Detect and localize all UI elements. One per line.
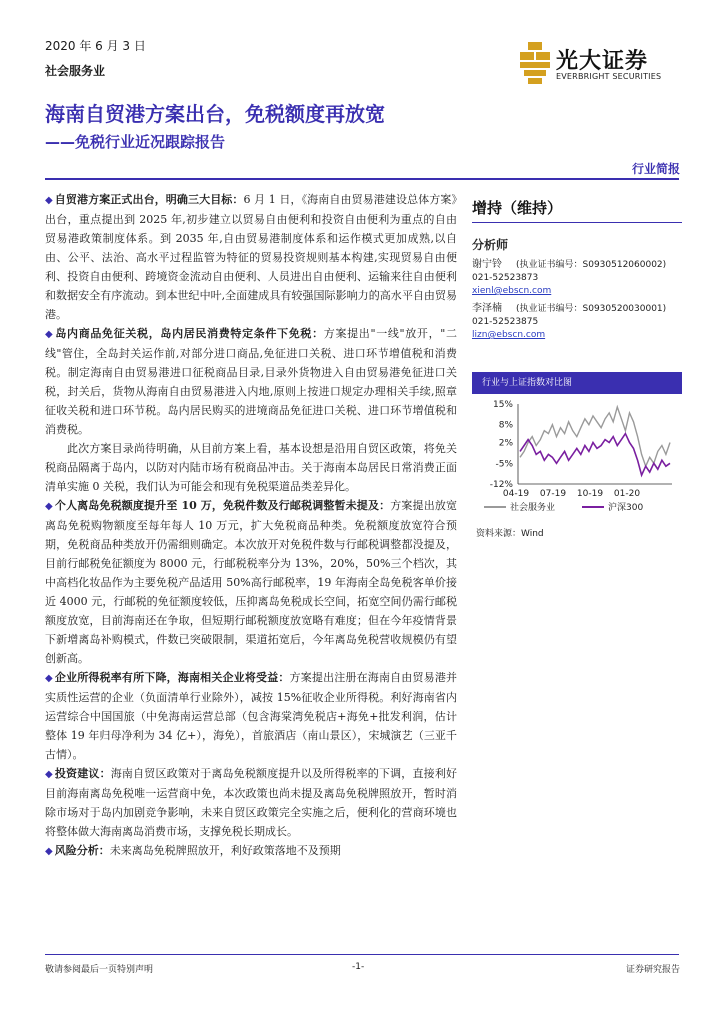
- legend-label: 社会服务业: [510, 503, 556, 513]
- analyst-card: [472, 302, 666, 342]
- paragraph-2: [45, 324, 457, 439]
- y-tick-label: -12%: [489, 480, 513, 490]
- analyst-phone: 021-52523875: [472, 317, 539, 327]
- paragraph-6: [45, 764, 457, 841]
- industry-name: 社会服务业: [45, 64, 106, 78]
- paragraph-7-lead: 风险分析：: [54, 844, 110, 857]
- analyst-heading: 分析师: [472, 238, 509, 252]
- diamond-bullet-icon: ◆: [45, 195, 53, 206]
- logo-en-text: EVERBRIGHT SECURITIES: [556, 72, 662, 81]
- header-divider: [45, 178, 679, 180]
- x-tick-label: 04-19: [502, 489, 530, 499]
- y-tick-label: 8%: [498, 420, 513, 431]
- chart-source: 资料来源：Wind: [476, 529, 544, 539]
- paragraph-7-text: 未来离岛免税牌照放开，利好政策落地不及预期: [109, 844, 341, 857]
- analyst-name: 谢宁铃: [472, 259, 502, 270]
- paragraph-1: [45, 190, 457, 324]
- x-tick-label: 10-19: [576, 489, 604, 499]
- x-tick-label: 01-20: [613, 489, 641, 499]
- analyst-name: 李泽楠: [472, 303, 502, 314]
- page-number: -1-: [352, 962, 365, 972]
- chart-title: 行业与上证指数对比图: [472, 372, 682, 394]
- paragraph-4-text: 方案提出放宽离岛免税购物额度至每年每人 10 万元，扩大免税商品种类。免税额度放宽符合预期，免税商品种类放开仍需细则确定。本次放开对免税件数与行邮税调整都没提及，目前行邮税免征额度为 8000 元，行邮税税率分为 13%，20%，50%三个档次，其中高档化妆品作为主要免税产品适用 50%高行邮税率，19 年海南全岛免税客单价接近 4000 元，行邮税的免征额度较低，压抑离岛免税成长空间，拓宽空间仍需行邮税额度放宽，目前海南还在争取，但短期行邮税额度放宽略有难度；但在今年疫情背景下新增离岛补购模式，件数已突破限制，渠道拓宽后，今年离岛免税营收规模仍有望创新高。: [45, 499, 457, 665]
- x-tick-label: 07-19: [539, 489, 567, 499]
- series-line-csi300: [520, 434, 670, 476]
- analyst-license: (执业证书编号：S0930520030001): [516, 304, 667, 314]
- analyst-email-link[interactable]: lizn@ebscn.com: [472, 330, 546, 340]
- paragraph-5: [45, 668, 457, 764]
- report-title: 海南自贸港方案出台，免税额度再放宽: [45, 102, 385, 126]
- paragraph-5-text: 方案提出注册在海南自由贸易港并实质性运营的企业（负面清单行业除外），减按 15%征收企业所得税。利好海南省内运营综合中国国旅（中免海南运营总部（包含海棠湾免税店+海免+批发利润，估计整体 19 年归母净利为 34 亿+），海免），首旅酒店（南山景区），宋城演艺（三亚千古情）。: [45, 671, 457, 761]
- diamond-bullet-icon: ◆: [45, 501, 53, 512]
- paragraph-4: [45, 496, 457, 668]
- y-tick-label: 15%: [492, 400, 513, 410]
- analyst-email-link[interactable]: xienl@ebscn.com: [472, 286, 552, 296]
- chart-plot: [472, 394, 682, 526]
- logo-cn-text: 光大证券: [556, 48, 649, 74]
- paragraph-6-lead: 投资建议：: [54, 767, 111, 780]
- footer-divider: [45, 954, 679, 955]
- rating: 增持（维持）: [472, 199, 563, 217]
- footer-report-label: 证券研究报告: [625, 965, 680, 975]
- paragraph-1-lead: 自贸港方案正式出台，明确三大目标：: [54, 193, 244, 206]
- paragraph-6-text: 海南自贸区政策对于离岛免税额度提升以及所得税率的下调，直接利好目前海南离岛免税唯一运营商中免，本次政策也尚未提及离岛免税牌照放开，暂时消除市场对于岛内加剧竞争影响，未来自贸区政策完全实施之后，便利化的营商环境也将整体做大海南离岛消费市场，支撑免税长期成长。: [45, 767, 457, 838]
- paragraph-3: 此次方案目录尚待明确，从目前方案上看，基本设想是沿用自贸区政策，将免关税商品隔离于岛内，以防对内陆市场有税商品冲击。关于海南本岛居民日常消费正面清单实施 0 关税，我们认为可能会和现有免税渠道品类差异化。: [45, 442, 457, 493]
- company-logo: [518, 40, 678, 90]
- main-text-column: [45, 190, 457, 861]
- diamond-bullet-icon: ◆: [45, 673, 53, 684]
- report-type: 行业简报: [631, 162, 680, 176]
- legend-label: 沪深300: [608, 503, 644, 513]
- paragraph-7: [45, 841, 457, 861]
- paragraph-2-lead: 岛内商品免征关税，岛内居民消费特定条件下免税：: [55, 327, 324, 340]
- analyst-phone: 021-52523873: [472, 273, 539, 283]
- diamond-bullet-icon: ◆: [45, 329, 54, 340]
- report-date: 2020 年 6 月 3 日: [45, 39, 146, 53]
- paragraph-4-lead: 个人离岛免税额度提升至 10 万，免税件数及行邮税调整暂未提及：: [54, 499, 391, 512]
- paragraph-1-text: 6 月 1 日，《海南自由贸易港建设总体方案》出台，重点提出到 2025 年,初步建立以贸易自由便利和投资自由便利为重点的自由贸易港政策制度体系。到 2035 年,自由贸易港制度体系和运作模式更加成熟,以自由、公平、法治、高水平过程监管为特征的贸易投资规则基本构建,实现贸易自由便利、投资自由便利、跨境资金流动自由便利、人员进出自由便利、运输来往自由便利和数据安全有序流动。到本世纪中叶,全面建成具有较强国际影响力的高水平自由贸易港。: [45, 193, 457, 321]
- analyst-card: [472, 258, 666, 298]
- sidebar-divider: [472, 222, 682, 223]
- report-subtitle: ——免税行业近况跟踪报告: [45, 133, 226, 151]
- y-tick-label: -5%: [495, 459, 513, 470]
- paragraph-2-text: 方案提出"一线"放开，"二线"管住，全岛封关运作前,对部分进口商品,免征进口关税、进口环节增值税和消费税。制定海南自由贸易港进口征税商品目录,目录外货物进入自由贸易港免征进口关税，封关后，货物从海南自由贸易港进入内地,原则上按进口规定办理相关手续,照章征收关税和进口环节税。岛内居民购买的进境商品免征进口关税、进口环节增值税和消费税。: [45, 327, 457, 436]
- comparison-chart: [472, 372, 682, 542]
- diamond-bullet-icon: ◆: [45, 769, 53, 780]
- diamond-bullet-icon: ◆: [45, 846, 53, 857]
- y-tick-label: 2%: [498, 438, 513, 449]
- footer-disclaimer: 敬请参阅最后一页特别声明: [45, 965, 154, 975]
- analyst-license: (执业证书编号：S0930512060002): [516, 260, 667, 270]
- logo-mark-icon: [518, 42, 552, 86]
- paragraph-5-lead: 企业所得税率有所下降，海南相关企业将受益：: [54, 671, 290, 684]
